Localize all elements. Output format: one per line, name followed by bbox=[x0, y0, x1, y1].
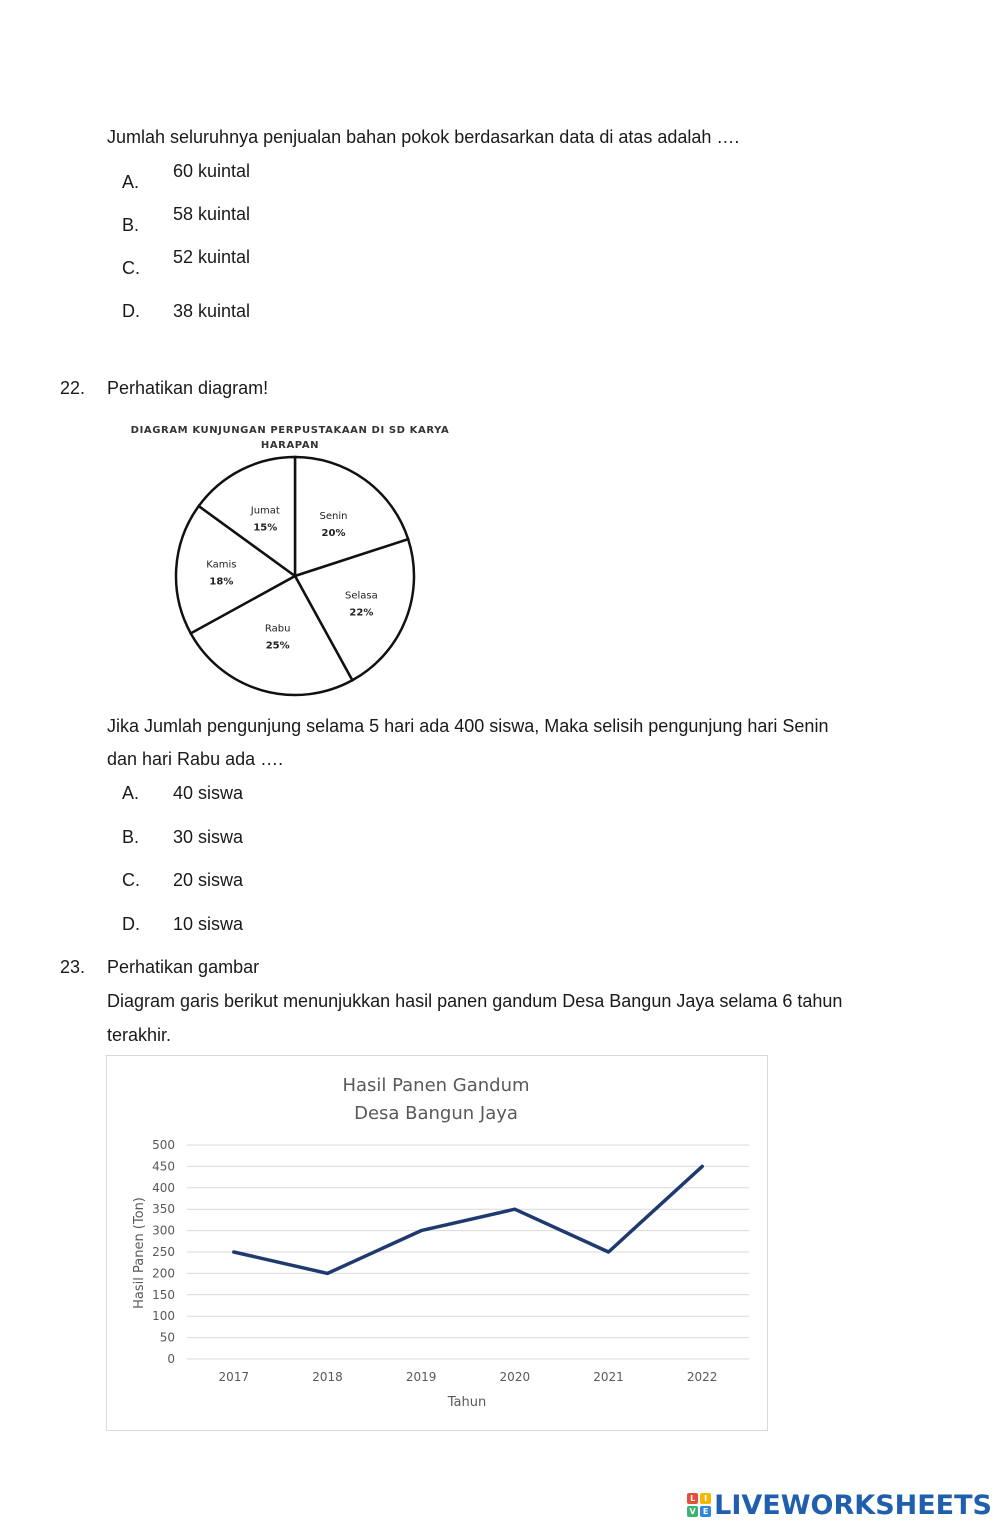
line-chart-y-tick-500: 500 bbox=[152, 1138, 175, 1152]
pie-label-kamis: Kamis bbox=[206, 559, 237, 571]
liveworksheets-logo[interactable] bbox=[687, 1487, 992, 1523]
pie-value-rabu: 25% bbox=[265, 640, 290, 652]
line-chart-x-tick-2019: 2019 bbox=[405, 1370, 437, 1384]
line-chart-point-2019 bbox=[420, 1229, 423, 1232]
q22-prompt: Perhatikan diagram! bbox=[107, 378, 269, 398]
logo-icon-letter-l: L bbox=[687, 1493, 698, 1504]
pie-chart bbox=[120, 420, 470, 702]
line-chart-x-tick-2020: 2020 bbox=[499, 1370, 531, 1384]
q21-option-d-letter[interactable]: D. bbox=[122, 301, 140, 321]
line-chart-x-tick-2021: 2021 bbox=[593, 1370, 624, 1384]
q21-option-a-letter[interactable]: A. bbox=[122, 172, 140, 192]
line-chart-x-tick-2022: 2022 bbox=[686, 1370, 718, 1384]
q21-option-b-letter[interactable]: B. bbox=[122, 215, 140, 235]
q22-question-line1: Jika Jumlah pengunjung selama 5 hari ada 400 siswa, Maka selisih pengunjung hari Senin bbox=[107, 716, 829, 736]
line-chart-point-2021 bbox=[607, 1251, 610, 1254]
q21-option-d-text[interactable]: 38 kuintal bbox=[173, 301, 251, 321]
line-chart-y-tick-0: 0 bbox=[167, 1352, 175, 1366]
q23-desc-line2: terakhir. bbox=[107, 1025, 172, 1045]
line-chart-frame bbox=[106, 1055, 768, 1431]
q22-option-a-letter[interactable]: A. bbox=[122, 783, 140, 803]
line-chart-series-line bbox=[234, 1166, 702, 1273]
logo-icon-letter-i: I bbox=[700, 1493, 711, 1504]
q21-option-b-text[interactable]: 58 kuintal bbox=[173, 204, 251, 224]
q22-number: 22. bbox=[60, 378, 86, 398]
line-chart-x-axis-label: Tahun bbox=[447, 1395, 487, 1410]
line-chart-y-tick-450: 450 bbox=[152, 1159, 175, 1174]
line-chart-y-tick-150: 150 bbox=[152, 1287, 175, 1302]
line-chart-y-tick-100: 100 bbox=[152, 1309, 175, 1324]
liveworksheets-logo-text: LIVEWORKSHEETS bbox=[714, 1489, 992, 1521]
line-chart-x-tick-2018: 2018 bbox=[312, 1370, 343, 1384]
q22-option-d-text[interactable]: 10 siswa bbox=[173, 914, 244, 934]
pie-label-senin: Senin bbox=[319, 511, 348, 522]
line-chart-y-tick-400: 400 bbox=[152, 1180, 175, 1195]
line-chart-y-ticks bbox=[152, 1138, 175, 1366]
line-chart bbox=[107, 1056, 767, 1430]
q23-desc-line1: Diagram garis berikut menunjukkan hasil panen gandum Desa Bangun Jaya selama 6 tahun bbox=[107, 991, 843, 1011]
line-chart-title-line2: Desa Bangun Jaya bbox=[354, 1103, 518, 1124]
liveworksheets-logo-icon bbox=[687, 1493, 711, 1517]
pie-value-selasa: 22% bbox=[349, 607, 374, 619]
line-chart-y-tick-250: 250 bbox=[152, 1245, 175, 1259]
q23-prompt: Perhatikan gambar bbox=[107, 957, 260, 977]
q21-option-a-text[interactable]: 60 kuintal bbox=[173, 161, 251, 181]
q22-option-c-text[interactable]: 20 siswa bbox=[173, 870, 244, 890]
line-chart-y-tick-300: 300 bbox=[152, 1223, 175, 1238]
pie-label-rabu: Rabu bbox=[264, 623, 291, 635]
line-chart-point-2017 bbox=[232, 1251, 235, 1254]
line-chart-x-tick-2017: 2017 bbox=[218, 1370, 250, 1384]
pie-value-senin: 20% bbox=[321, 528, 346, 539]
pie-title-line2: HARAPAN bbox=[260, 440, 320, 451]
q21-option-c-letter[interactable]: C. bbox=[122, 258, 140, 278]
q23-number: 23. bbox=[60, 957, 86, 977]
line-chart-gridlines bbox=[187, 1145, 749, 1359]
line-chart-point-2018 bbox=[326, 1272, 329, 1275]
q22-option-a-text[interactable]: 40 siswa bbox=[173, 783, 244, 803]
q21-option-c-text[interactable]: 52 kuintal bbox=[173, 247, 251, 267]
line-chart-y-axis-label: Hasil Panen (Ton) bbox=[132, 1197, 147, 1309]
line-chart-x-ticks bbox=[219, 1370, 718, 1384]
pie-value-jumat: 15% bbox=[253, 522, 278, 534]
line-chart-point-2020 bbox=[513, 1208, 516, 1211]
pie-title-line1: DIAGRAM KUNJUNGAN PERPUSTAKAAN DI SD KARYA bbox=[130, 425, 450, 436]
q22-option-b-text[interactable]: 30 siswa bbox=[173, 827, 244, 847]
q22-question-line2: dan hari Rabu ada …. bbox=[107, 749, 284, 769]
line-chart-y-tick-350: 350 bbox=[152, 1202, 175, 1217]
line-chart-point-2022 bbox=[701, 1165, 704, 1168]
pie-label-jumat: Jumat bbox=[250, 505, 280, 517]
line-chart-y-tick-50: 50 bbox=[159, 1330, 175, 1345]
logo-icon-letter-e: E bbox=[700, 1506, 711, 1517]
logo-icon-letter-v: V bbox=[687, 1506, 698, 1517]
pie-value-kamis: 18% bbox=[209, 576, 234, 588]
line-chart-title-line1: Hasil Panen Gandum bbox=[342, 1075, 530, 1096]
q22-option-d-letter[interactable]: D. bbox=[122, 914, 140, 934]
pie-label-selasa: Selasa bbox=[345, 590, 378, 602]
q22-option-c-letter[interactable]: C. bbox=[122, 870, 140, 890]
q22-option-b-letter[interactable]: B. bbox=[122, 827, 140, 847]
line-chart-series bbox=[232, 1165, 703, 1275]
line-chart-y-tick-200: 200 bbox=[152, 1266, 175, 1281]
q21-question: Jumlah seluruhnya penjualan bahan pokok berdasarkan data di atas adalah …. bbox=[107, 127, 740, 147]
